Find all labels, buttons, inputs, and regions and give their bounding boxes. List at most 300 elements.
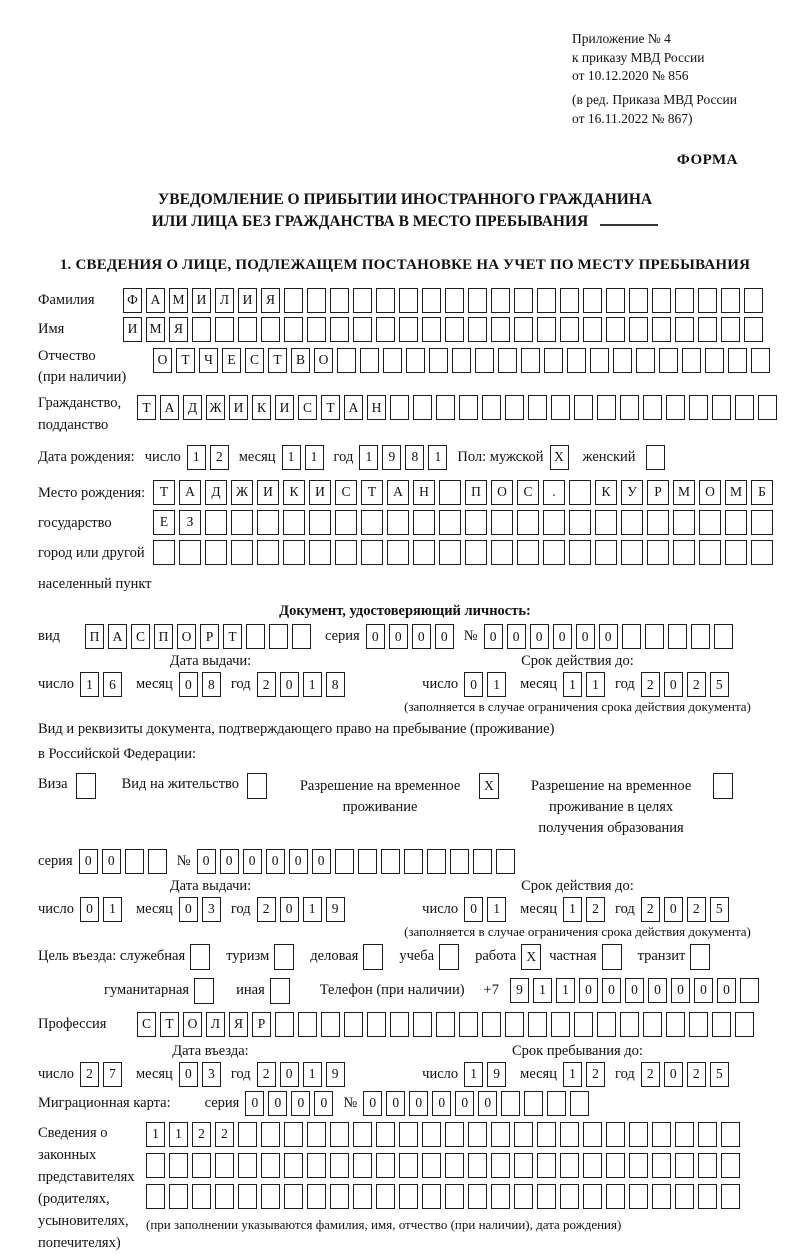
- char-cell[interactable]: Л: [215, 288, 234, 313]
- char-cell[interactable]: [238, 1184, 257, 1209]
- char-cell[interactable]: [547, 1091, 566, 1116]
- char-cell[interactable]: 0: [602, 978, 621, 1003]
- char-cell[interactable]: 1: [146, 1122, 165, 1147]
- char-cell[interactable]: [215, 1184, 234, 1209]
- residence-permit-checkbox[interactable]: [247, 773, 267, 799]
- char-cell[interactable]: 0: [197, 849, 216, 874]
- char-cell[interactable]: [560, 288, 579, 313]
- char-cell[interactable]: К: [595, 480, 617, 505]
- char-cell[interactable]: С: [131, 624, 150, 649]
- char-cell[interactable]: [376, 1122, 395, 1147]
- char-cell[interactable]: [758, 395, 777, 420]
- char-cell[interactable]: 9: [382, 445, 401, 470]
- char-cell[interactable]: [445, 288, 464, 313]
- char-cell[interactable]: [505, 1012, 524, 1037]
- char-cell[interactable]: [344, 1012, 363, 1037]
- char-cell[interactable]: [751, 540, 773, 565]
- char-cell[interactable]: [146, 1153, 165, 1178]
- char-cell[interactable]: П: [154, 624, 173, 649]
- char-cell[interactable]: Ж: [231, 480, 253, 505]
- char-cell[interactable]: [514, 1122, 533, 1147]
- char-cell[interactable]: [399, 1184, 418, 1209]
- char-cell[interactable]: Р: [647, 480, 669, 505]
- char-cell[interactable]: 0: [366, 624, 385, 649]
- char-cell[interactable]: [353, 1153, 372, 1178]
- char-cell[interactable]: [721, 1122, 740, 1147]
- char-cell[interactable]: [682, 348, 701, 373]
- char-cell[interactable]: [358, 849, 377, 874]
- char-cell[interactable]: [652, 317, 671, 342]
- char-cell[interactable]: [238, 317, 257, 342]
- visa-checkbox[interactable]: [76, 773, 96, 799]
- other-purpose-checkbox[interactable]: [270, 978, 290, 1004]
- char-cell[interactable]: [261, 1184, 280, 1209]
- char-cell[interactable]: [570, 1091, 589, 1116]
- char-cell[interactable]: 8: [202, 672, 221, 697]
- char-cell[interactable]: Е: [153, 510, 175, 535]
- char-cell[interactable]: [309, 540, 331, 565]
- char-cell[interactable]: 1: [563, 897, 582, 922]
- char-cell[interactable]: [721, 288, 740, 313]
- char-cell[interactable]: С: [335, 480, 357, 505]
- char-cell[interactable]: [698, 288, 717, 313]
- official-checkbox[interactable]: [190, 944, 210, 970]
- char-cell[interactable]: 0: [530, 624, 549, 649]
- char-cell[interactable]: [387, 510, 409, 535]
- char-cell[interactable]: [436, 1012, 455, 1037]
- char-cell[interactable]: [427, 849, 446, 874]
- char-cell[interactable]: [528, 395, 547, 420]
- business-checkbox[interactable]: [363, 944, 383, 970]
- char-cell[interactable]: [629, 1122, 648, 1147]
- char-cell[interactable]: [673, 510, 695, 535]
- char-cell[interactable]: Ф: [123, 288, 142, 313]
- char-cell[interactable]: 0: [576, 624, 595, 649]
- char-cell[interactable]: 0: [432, 1091, 451, 1116]
- char-cell[interactable]: 0: [314, 1091, 333, 1116]
- char-cell[interactable]: 0: [243, 849, 262, 874]
- char-cell[interactable]: 0: [268, 1091, 287, 1116]
- char-cell[interactable]: [330, 1184, 349, 1209]
- char-cell[interactable]: [413, 540, 435, 565]
- char-cell[interactable]: [413, 395, 432, 420]
- char-cell[interactable]: [491, 317, 510, 342]
- char-cell[interactable]: 5: [710, 1062, 729, 1087]
- char-cell[interactable]: [452, 348, 471, 373]
- male-checkbox[interactable]: X: [550, 445, 569, 470]
- char-cell[interactable]: [620, 395, 639, 420]
- char-cell[interactable]: А: [160, 395, 179, 420]
- char-cell[interactable]: [629, 1184, 648, 1209]
- char-cell[interactable]: 1: [169, 1122, 188, 1147]
- char-cell[interactable]: [735, 395, 754, 420]
- char-cell[interactable]: [698, 1153, 717, 1178]
- char-cell[interactable]: [517, 540, 539, 565]
- char-cell[interactable]: 0: [664, 1062, 683, 1087]
- char-cell[interactable]: [390, 1012, 409, 1037]
- char-cell[interactable]: [528, 1012, 547, 1037]
- char-cell[interactable]: [335, 540, 357, 565]
- char-cell[interactable]: [675, 1184, 694, 1209]
- char-cell[interactable]: [439, 540, 461, 565]
- char-cell[interactable]: [330, 288, 349, 313]
- char-cell[interactable]: [238, 1153, 257, 1178]
- char-cell[interactable]: [399, 1153, 418, 1178]
- char-cell[interactable]: И: [229, 395, 248, 420]
- char-cell[interactable]: [517, 510, 539, 535]
- char-cell[interactable]: [390, 395, 409, 420]
- char-cell[interactable]: [439, 510, 461, 535]
- char-cell[interactable]: [406, 348, 425, 373]
- char-cell[interactable]: [292, 624, 311, 649]
- char-cell[interactable]: 0: [179, 1062, 198, 1087]
- char-cell[interactable]: [307, 288, 326, 313]
- char-cell[interactable]: [468, 288, 487, 313]
- char-cell[interactable]: [751, 510, 773, 535]
- char-cell[interactable]: [606, 1184, 625, 1209]
- char-cell[interactable]: [689, 1012, 708, 1037]
- char-cell[interactable]: 0: [312, 849, 331, 874]
- char-cell[interactable]: 9: [510, 978, 529, 1003]
- char-cell[interactable]: [445, 1184, 464, 1209]
- char-cell[interactable]: [422, 1153, 441, 1178]
- char-cell[interactable]: [275, 1012, 294, 1037]
- char-cell[interactable]: [714, 624, 733, 649]
- char-cell[interactable]: 8: [405, 445, 424, 470]
- char-cell[interactable]: [482, 1012, 501, 1037]
- char-cell[interactable]: [413, 510, 435, 535]
- humanitarian-checkbox[interactable]: [194, 978, 214, 1004]
- char-cell[interactable]: [544, 348, 563, 373]
- char-cell[interactable]: 0: [266, 849, 285, 874]
- char-cell[interactable]: [450, 849, 469, 874]
- char-cell[interactable]: [751, 348, 770, 373]
- char-cell[interactable]: 0: [412, 624, 431, 649]
- char-cell[interactable]: П: [85, 624, 104, 649]
- char-cell[interactable]: [673, 540, 695, 565]
- char-cell[interactable]: [659, 348, 678, 373]
- char-cell[interactable]: [283, 540, 305, 565]
- char-cell[interactable]: [514, 1184, 533, 1209]
- char-cell[interactable]: 2: [687, 672, 706, 697]
- char-cell[interactable]: [284, 317, 303, 342]
- char-cell[interactable]: [284, 1153, 303, 1178]
- char-cell[interactable]: [560, 1153, 579, 1178]
- char-cell[interactable]: И: [275, 395, 294, 420]
- char-cell[interactable]: [705, 348, 724, 373]
- char-cell[interactable]: 3: [202, 1062, 221, 1087]
- char-cell[interactable]: С: [298, 395, 317, 420]
- char-cell[interactable]: [153, 540, 175, 565]
- char-cell[interactable]: З: [179, 510, 201, 535]
- char-cell[interactable]: 0: [289, 849, 308, 874]
- char-cell[interactable]: 1: [305, 445, 324, 470]
- char-cell[interactable]: [505, 395, 524, 420]
- char-cell[interactable]: 2: [687, 1062, 706, 1087]
- char-cell[interactable]: [468, 317, 487, 342]
- char-cell[interactable]: Р: [252, 1012, 271, 1037]
- char-cell[interactable]: 0: [245, 1091, 264, 1116]
- char-cell[interactable]: 0: [717, 978, 736, 1003]
- char-cell[interactable]: [367, 1012, 386, 1037]
- char-cell[interactable]: 0: [220, 849, 239, 874]
- char-cell[interactable]: О: [183, 1012, 202, 1037]
- char-cell[interactable]: [543, 510, 565, 535]
- char-cell[interactable]: [399, 1122, 418, 1147]
- char-cell[interactable]: [376, 1184, 395, 1209]
- char-cell[interactable]: 0: [599, 624, 618, 649]
- female-checkbox[interactable]: [646, 445, 665, 470]
- char-cell[interactable]: [307, 1184, 326, 1209]
- char-cell[interactable]: [636, 348, 655, 373]
- char-cell[interactable]: [521, 348, 540, 373]
- char-cell[interactable]: Ж: [206, 395, 225, 420]
- char-cell[interactable]: [307, 1122, 326, 1147]
- char-cell[interactable]: [621, 510, 643, 535]
- char-cell[interactable]: 0: [478, 1091, 497, 1116]
- char-cell[interactable]: [246, 624, 265, 649]
- char-cell[interactable]: [491, 510, 513, 535]
- char-cell[interactable]: [491, 1184, 510, 1209]
- char-cell[interactable]: [595, 540, 617, 565]
- char-cell[interactable]: [643, 395, 662, 420]
- char-cell[interactable]: 1: [359, 445, 378, 470]
- char-cell[interactable]: [744, 317, 763, 342]
- char-cell[interactable]: [735, 1012, 754, 1037]
- char-cell[interactable]: Т: [268, 348, 287, 373]
- char-cell[interactable]: Н: [367, 395, 386, 420]
- char-cell[interactable]: [597, 1012, 616, 1037]
- char-cell[interactable]: [399, 317, 418, 342]
- char-cell[interactable]: 0: [389, 624, 408, 649]
- private-checkbox[interactable]: [602, 944, 622, 970]
- char-cell[interactable]: 0: [280, 897, 299, 922]
- char-cell[interactable]: [514, 317, 533, 342]
- char-cell[interactable]: 0: [435, 624, 454, 649]
- char-cell[interactable]: [473, 849, 492, 874]
- temp-residence-checkbox[interactable]: X: [479, 773, 499, 799]
- transit-checkbox[interactable]: [690, 944, 710, 970]
- char-cell[interactable]: [459, 1012, 478, 1037]
- char-cell[interactable]: Н: [413, 480, 435, 505]
- char-cell[interactable]: [597, 395, 616, 420]
- char-cell[interactable]: [353, 1122, 372, 1147]
- char-cell[interactable]: 0: [409, 1091, 428, 1116]
- char-cell[interactable]: [583, 1122, 602, 1147]
- char-cell[interactable]: [569, 540, 591, 565]
- char-cell[interactable]: [125, 849, 144, 874]
- char-cell[interactable]: [169, 1153, 188, 1178]
- char-cell[interactable]: 1: [303, 672, 322, 697]
- char-cell[interactable]: О: [153, 348, 172, 373]
- char-cell[interactable]: [261, 317, 280, 342]
- char-cell[interactable]: [668, 624, 687, 649]
- char-cell[interactable]: [574, 1012, 593, 1037]
- char-cell[interactable]: [321, 1012, 340, 1037]
- char-cell[interactable]: Л: [206, 1012, 225, 1037]
- char-cell[interactable]: [629, 317, 648, 342]
- char-cell[interactable]: 2: [192, 1122, 211, 1147]
- char-cell[interactable]: [445, 317, 464, 342]
- char-cell[interactable]: 1: [563, 672, 582, 697]
- char-cell[interactable]: 0: [664, 897, 683, 922]
- char-cell[interactable]: А: [146, 288, 165, 313]
- char-cell[interactable]: 8: [326, 672, 345, 697]
- char-cell[interactable]: [283, 510, 305, 535]
- char-cell[interactable]: [215, 317, 234, 342]
- char-cell[interactable]: [583, 288, 602, 313]
- char-cell[interactable]: [496, 849, 515, 874]
- char-cell[interactable]: [691, 624, 710, 649]
- char-cell[interactable]: И: [192, 288, 211, 313]
- char-cell[interactable]: С: [137, 1012, 156, 1037]
- char-cell[interactable]: 0: [179, 897, 198, 922]
- char-cell[interactable]: 0: [484, 624, 503, 649]
- char-cell[interactable]: С: [517, 480, 539, 505]
- char-cell[interactable]: [330, 317, 349, 342]
- char-cell[interactable]: 0: [553, 624, 572, 649]
- char-cell[interactable]: [606, 317, 625, 342]
- char-cell[interactable]: [231, 510, 253, 535]
- char-cell[interactable]: [422, 317, 441, 342]
- char-cell[interactable]: [629, 1153, 648, 1178]
- char-cell[interactable]: 0: [102, 849, 121, 874]
- char-cell[interactable]: 0: [464, 897, 483, 922]
- char-cell[interactable]: [675, 1122, 694, 1147]
- char-cell[interactable]: 5: [710, 897, 729, 922]
- char-cell[interactable]: [560, 1122, 579, 1147]
- char-cell[interactable]: [698, 317, 717, 342]
- char-cell[interactable]: [422, 288, 441, 313]
- char-cell[interactable]: [647, 510, 669, 535]
- char-cell[interactable]: [721, 1153, 740, 1178]
- char-cell[interactable]: [383, 348, 402, 373]
- char-cell[interactable]: [399, 288, 418, 313]
- char-cell[interactable]: 2: [257, 672, 276, 697]
- char-cell[interactable]: [261, 1122, 280, 1147]
- char-cell[interactable]: [381, 849, 400, 874]
- char-cell[interactable]: [404, 849, 423, 874]
- char-cell[interactable]: 0: [455, 1091, 474, 1116]
- char-cell[interactable]: 0: [386, 1091, 405, 1116]
- char-cell[interactable]: 2: [641, 672, 660, 697]
- char-cell[interactable]: [445, 1122, 464, 1147]
- char-cell[interactable]: Я: [169, 317, 188, 342]
- char-cell[interactable]: 1: [103, 897, 122, 922]
- char-cell[interactable]: 0: [179, 672, 198, 697]
- char-cell[interactable]: 2: [687, 897, 706, 922]
- char-cell[interactable]: [583, 1184, 602, 1209]
- char-cell[interactable]: 1: [187, 445, 206, 470]
- char-cell[interactable]: [257, 510, 279, 535]
- char-cell[interactable]: [353, 317, 372, 342]
- char-cell[interactable]: [192, 1184, 211, 1209]
- char-cell[interactable]: А: [179, 480, 201, 505]
- char-cell[interactable]: [721, 1184, 740, 1209]
- char-cell[interactable]: [514, 1153, 533, 1178]
- char-cell[interactable]: [436, 395, 455, 420]
- char-cell[interactable]: [590, 348, 609, 373]
- char-cell[interactable]: [699, 540, 721, 565]
- char-cell[interactable]: О: [491, 480, 513, 505]
- char-cell[interactable]: 0: [280, 672, 299, 697]
- char-cell[interactable]: [376, 288, 395, 313]
- char-cell[interactable]: [465, 510, 487, 535]
- char-cell[interactable]: [725, 510, 747, 535]
- char-cell[interactable]: 2: [215, 1122, 234, 1147]
- char-cell[interactable]: [307, 1153, 326, 1178]
- char-cell[interactable]: 1: [80, 672, 99, 697]
- char-cell[interactable]: [498, 348, 517, 373]
- char-cell[interactable]: [482, 395, 501, 420]
- char-cell[interactable]: 0: [363, 1091, 382, 1116]
- char-cell[interactable]: [257, 540, 279, 565]
- char-cell[interactable]: [387, 540, 409, 565]
- char-cell[interactable]: [569, 480, 591, 505]
- char-cell[interactable]: 2: [257, 1062, 276, 1087]
- char-cell[interactable]: Д: [205, 480, 227, 505]
- char-cell[interactable]: 2: [586, 1062, 605, 1087]
- char-cell[interactable]: 2: [586, 897, 605, 922]
- char-cell[interactable]: [205, 540, 227, 565]
- char-cell[interactable]: [613, 348, 632, 373]
- char-cell[interactable]: И: [309, 480, 331, 505]
- char-cell[interactable]: [335, 510, 357, 535]
- char-cell[interactable]: У: [621, 480, 643, 505]
- char-cell[interactable]: [620, 1012, 639, 1037]
- char-cell[interactable]: [621, 540, 643, 565]
- char-cell[interactable]: [699, 510, 721, 535]
- char-cell[interactable]: [468, 1184, 487, 1209]
- char-cell[interactable]: [537, 317, 556, 342]
- char-cell[interactable]: [192, 1153, 211, 1178]
- char-cell[interactable]: [192, 317, 211, 342]
- char-cell[interactable]: [652, 1184, 671, 1209]
- study-checkbox[interactable]: [439, 944, 459, 970]
- char-cell[interactable]: [491, 288, 510, 313]
- char-cell[interactable]: [574, 395, 593, 420]
- char-cell[interactable]: О: [177, 624, 196, 649]
- char-cell[interactable]: Р: [200, 624, 219, 649]
- char-cell[interactable]: 1: [487, 672, 506, 697]
- char-cell[interactable]: [429, 348, 448, 373]
- char-cell[interactable]: 0: [79, 849, 98, 874]
- char-cell[interactable]: Т: [223, 624, 242, 649]
- char-cell[interactable]: В: [291, 348, 310, 373]
- char-cell[interactable]: [179, 540, 201, 565]
- char-cell[interactable]: Я: [229, 1012, 248, 1037]
- char-cell[interactable]: 1: [282, 445, 301, 470]
- char-cell[interactable]: [675, 1153, 694, 1178]
- char-cell[interactable]: [698, 1122, 717, 1147]
- char-cell[interactable]: [721, 317, 740, 342]
- char-cell[interactable]: [360, 348, 379, 373]
- char-cell[interactable]: [551, 1012, 570, 1037]
- char-cell[interactable]: [675, 288, 694, 313]
- work-checkbox[interactable]: X: [521, 944, 541, 970]
- char-cell[interactable]: [376, 317, 395, 342]
- char-cell[interactable]: [309, 510, 331, 535]
- char-cell[interactable]: [725, 540, 747, 565]
- char-cell[interactable]: 2: [80, 1062, 99, 1087]
- char-cell[interactable]: 9: [326, 1062, 345, 1087]
- char-cell[interactable]: Т: [176, 348, 195, 373]
- char-cell[interactable]: [215, 1153, 234, 1178]
- char-cell[interactable]: Т: [153, 480, 175, 505]
- char-cell[interactable]: [666, 1012, 685, 1037]
- char-cell[interactable]: Т: [321, 395, 340, 420]
- char-cell[interactable]: Ч: [199, 348, 218, 373]
